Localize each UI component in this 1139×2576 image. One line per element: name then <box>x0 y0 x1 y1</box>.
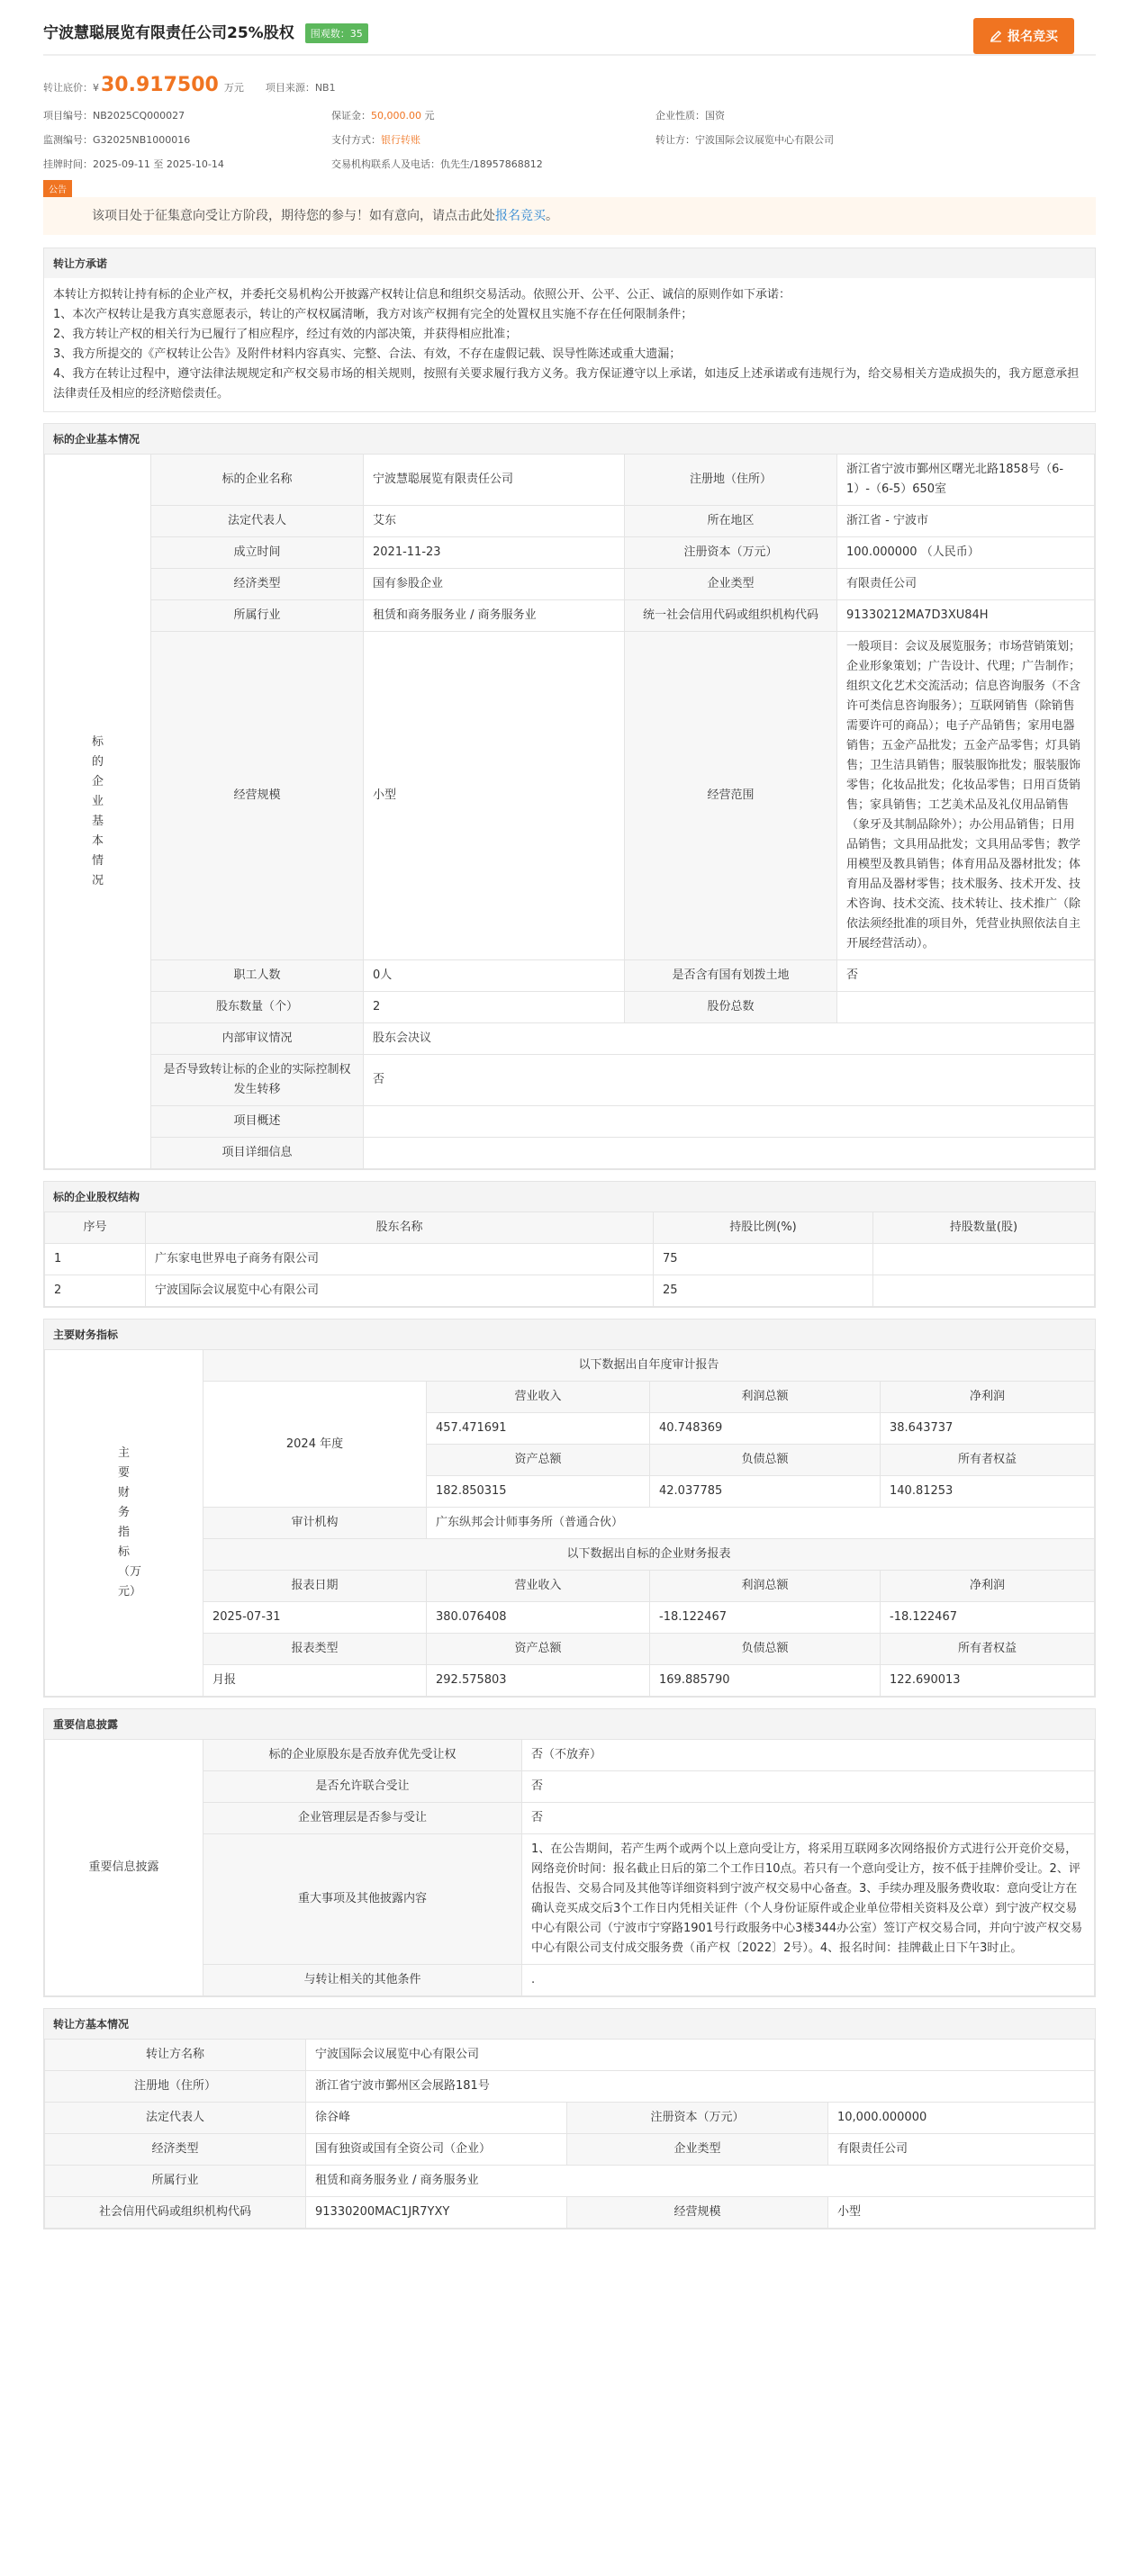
label: 企业类型 <box>567 2134 828 2166</box>
label: 审计机构 <box>203 1508 427 1539</box>
column-header: 持股比例(%) <box>654 1212 873 1244</box>
label: 项目详细信息 <box>151 1138 364 1169</box>
equity-table <box>44 1211 1095 1307</box>
project-source: 项目来源：NB1 <box>265 82 336 94</box>
price-label: 转让底价： <box>43 82 93 94</box>
audit-header: 以下数据出自年度审计报告 <box>203 1350 1095 1382</box>
finance-side-label: 主要财务指标（万元） <box>45 1350 203 1697</box>
row-number: 1 <box>45 1244 146 1275</box>
label: 企业类型 <box>625 569 837 600</box>
label: 所有者权益 <box>881 1634 1095 1665</box>
major-matters: 1、在公告期间，若产生两个或两个以上意向受让方，将采用互联网多次网络报价方式进行公开竞价交易，网络竞价时间：报名截止日后的第二个工作日10点。若只有一个意向受让方，按不低于挂牌价受让。2、评估报告、交易合同及其他等详细资料到宁波产权交易中心备查。3、手续办理及服务费收取：意向受让方在确认竞买成交后3个工作日内凭相关证件（个人身份证原件或企业单位带相关资料及公章）到宁波产权交易中心有限公司（宁波市宁穿路1901号行政服务中心3楼344办公室）签订产权交易合同，并向宁波产权交易中心有限公司支付成交服务费（甬产权〔2022〕2号）。4、报名时间：挂牌截止日下午3时止。 <box>522 1834 1095 1965</box>
deposit-label: 保证金： <box>331 110 371 122</box>
label: 报表类型 <box>203 1634 427 1665</box>
target-control: 否 <box>364 1055 1095 1106</box>
total-assets: 182.850315 <box>427 1476 650 1508</box>
price-row <box>43 56 1096 104</box>
label: 与转让相关的其他条件 <box>203 1965 522 1996</box>
label: 经营规模 <box>151 632 364 960</box>
disclosure-side-label: 重要信息披露 <box>45 1740 203 1996</box>
management-participation: 否 <box>522 1803 1095 1834</box>
target-staff: 0人 <box>364 960 625 992</box>
revenue: 380.076408 <box>427 1602 650 1634</box>
promise-line: 2、我方转让产权的相关行为已履行了相应程序，经过有效的内部决策，并获得相应批准； <box>53 328 518 341</box>
label: 经济类型 <box>151 569 364 600</box>
target-scope: 一般项目：会议及展览服务；市场营销策划；企业形象策划；广告设计、代理；广告制作；组织文化艺术交流活动；信息咨询服务（不含许可类信息咨询服务）；互联网销售（除销售需要许可的商品）；电子产品销售；家用电器销售；五金产品批发；五金产品零售；灯具销售；卫生洁具销售；服装服饰批发；服装服饰零售；化妆品批发；化妆品零售；日用百货销售；家具销售；工艺美术品及礼仪用品销售（象牙及其制品除外）；办公用品销售；日用品销售；文具用品批发；文具用品零售；教学用模型及教具销售；体育用品及器材批发；体育用品及器材零售；技术服务、技术开发、技术咨询、技术交流、技术转让、技术推广（除依法须经批准的项目外，凭营业执照依法自主开展经营活动）。 <box>837 632 1095 960</box>
deposit <box>331 108 655 122</box>
fiscal-year: 2024 年度 <box>203 1382 427 1508</box>
column-header: 序号 <box>45 1212 146 1244</box>
label: 经营规模 <box>567 2197 828 2229</box>
label: 项目概述 <box>151 1106 364 1138</box>
payment-label: 支付方式： <box>331 134 381 146</box>
listing-time: 挂牌时间：2025-09-11 至 2025-10-14 <box>43 158 224 170</box>
label: 成立时间 <box>151 537 364 569</box>
joint-transfer: 否 <box>522 1771 1095 1803</box>
label: 经营范围 <box>625 632 837 960</box>
regulator-number: 监测编号：G32025NB1000016 <box>43 134 191 146</box>
auditor: 广东纵邦会计师事务所（普通合伙） <box>427 1508 1095 1539</box>
section-title: 转让方承诺 <box>44 248 1095 278</box>
total-assets: 292.575803 <box>427 1665 650 1697</box>
revenue: 457.471691 <box>427 1413 650 1445</box>
report-type: 月报 <box>203 1665 427 1697</box>
target-side-label: 标的企业基本情况 <box>45 455 151 1169</box>
label: 注册资本（万元） <box>567 2103 828 2134</box>
transferor-name: 宁波国际会议展览中心有限公司 <box>306 2040 1095 2071</box>
total-profit: -18.122467 <box>650 1602 881 1634</box>
target-section <box>43 423 1096 1170</box>
shareholder-name: 广东家电世界电子商务有限公司 <box>146 1244 654 1275</box>
column-header: 持股数量(股) <box>873 1212 1095 1244</box>
signup-link[interactable]: 报名竞买 <box>495 209 546 223</box>
label: 所有者权益 <box>881 1445 1095 1476</box>
view-count-badge: 围观数：35 <box>305 23 368 43</box>
total-profit: 40.748369 <box>650 1413 881 1445</box>
contact-info: 交易机构联系人及电话：仇先生/18957868812 <box>331 158 543 170</box>
target-name: 宁波慧聪展览有限责任公司 <box>364 455 625 506</box>
label: 净利润 <box>881 1382 1095 1413</box>
pen-icon <box>990 30 1002 42</box>
equity-section <box>43 1181 1096 1308</box>
label: 标的企业原股东是否放弃优先受让权 <box>203 1740 522 1771</box>
notice-end: 。 <box>546 209 558 223</box>
promise-line: 4、我方在转让过程中，遵守法律法规规定和产权交易市场的相关规则，按照有关要求履行我方义务。我方保证遵守以上承诺，如违反上述承诺或有违规行为，给交易相关方造成损失的，我方愿意承担法律责任及相应的经济赔偿责任。 <box>53 367 1080 401</box>
transferor-table <box>44 2039 1095 2229</box>
table-row <box>45 1244 1095 1275</box>
disclosure-table <box>44 1739 1095 1996</box>
target-region: 浙江省 - 宁波市 <box>837 506 1095 537</box>
page-title-text: 宁波慧聪展览有限责任公司25%股权 <box>43 24 294 42</box>
promise-line: 本转让方拟转让持有标的企业产权，并委托交易机构公开披露产权转让信息和组织交易活动。依照公开、公平、公正、诚信的原则作如下承诺： <box>53 288 791 302</box>
label: 负债总额 <box>650 1445 881 1476</box>
transferor-scale: 小型 <box>828 2197 1095 2229</box>
share-ratio: 25 <box>654 1275 873 1307</box>
signup-label: 报名竞买 <box>1008 30 1058 44</box>
label: 法定代表人 <box>45 2103 306 2134</box>
target-established: 2021-11-23 <box>364 537 625 569</box>
target-address: 浙江省宁波市鄞州区曙光北路1858号（6-1）-（6-5）650室 <box>837 455 1095 506</box>
label: 所在地区 <box>625 506 837 537</box>
transferor-rep: 徐谷峰 <box>306 2103 567 2134</box>
share-ratio: 75 <box>654 1244 873 1275</box>
label: 资产总额 <box>427 1634 650 1665</box>
shareholder-name: 宁波国际会议展览中心有限公司 <box>146 1275 654 1307</box>
payment-method <box>331 132 655 147</box>
target-econ-type: 国有参股企业 <box>364 569 625 600</box>
finance-section <box>43 1319 1096 1698</box>
report-date: 2025-07-31 <box>203 1602 427 1634</box>
owners-equity: 122.690013 <box>881 1665 1095 1697</box>
section-title: 标的企业基本情况 <box>44 424 1095 454</box>
payment-value: 银行转账 <box>381 134 420 146</box>
target-capital: 100.000000 （人民币） <box>837 537 1095 569</box>
share-quantity <box>873 1275 1095 1307</box>
transferor-enterprise-type: 有限责任公司 <box>828 2134 1095 2166</box>
signup-button[interactable] <box>973 18 1074 54</box>
transferor-name: 转让方：宁波国际会议展览中心有限公司 <box>655 134 834 146</box>
label: 负债总额 <box>650 1634 881 1665</box>
notice-tag: 公告 <box>43 180 72 197</box>
label: 股东数量（个） <box>151 992 364 1023</box>
notice-bar <box>43 197 1096 235</box>
share-quantity <box>873 1244 1095 1275</box>
table-header <box>45 1212 1095 1244</box>
transferor-industry: 租赁和商务服务业 / 商务服务业 <box>306 2166 1095 2197</box>
project-info <box>43 104 1096 171</box>
target-industry: 租赁和商务服务业 / 商务服务业 <box>364 600 625 632</box>
section-title: 标的企业股权结构 <box>44 1182 1095 1211</box>
label: 企业管理层是否参与受让 <box>203 1803 522 1834</box>
target-rep: 艾东 <box>364 506 625 537</box>
price-currency: ¥ <box>93 82 99 94</box>
preemptive-right: 否（不放弃） <box>522 1740 1095 1771</box>
label: 是否允许联合受让 <box>203 1771 522 1803</box>
label: 职工人数 <box>151 960 364 992</box>
deposit-value: 50,000.00 <box>371 110 421 122</box>
deposit-unit: 元 <box>424 110 435 122</box>
net-profit: -18.122467 <box>881 1602 1095 1634</box>
promise-text <box>44 278 1095 411</box>
label: 法定代表人 <box>151 506 364 537</box>
total-liabilities: 169.885790 <box>650 1665 881 1697</box>
target-enterprise-type: 有限责任公司 <box>837 569 1095 600</box>
target-land: 否 <box>837 960 1095 992</box>
label: 注册地（住所） <box>45 2071 306 2103</box>
project-number: 项目编号：NB2025CQ000027 <box>43 110 185 122</box>
target-overview <box>364 1106 1095 1138</box>
label: 经济类型 <box>45 2134 306 2166</box>
target-audit: 股东会决议 <box>364 1023 1095 1055</box>
owners-equity: 140.81253 <box>881 1476 1095 1508</box>
section-title: 转让方基本情况 <box>44 2009 1095 2039</box>
transferor-credit-code: 91330200MAC1JR7YXY <box>306 2197 567 2229</box>
target-credit-code: 91330212MA7D3XU84H <box>837 600 1095 632</box>
label: 股份总数 <box>625 992 837 1023</box>
finance-table <box>44 1349 1095 1697</box>
label: 标的企业名称 <box>151 455 364 506</box>
label: 利润总额 <box>650 1571 881 1602</box>
net-profit: 38.643737 <box>881 1413 1095 1445</box>
label: 转让方名称 <box>45 2040 306 2071</box>
target-detail <box>364 1138 1095 1169</box>
label: 所属行业 <box>151 600 364 632</box>
section-title: 主要财务指标 <box>44 1320 1095 1349</box>
transferor-econ-type: 国有独资或国有全资公司（企业） <box>306 2134 567 2166</box>
label: 净利润 <box>881 1571 1095 1602</box>
label: 是否导致转让标的企业的实际控制权发生转移 <box>151 1055 364 1106</box>
label: 营业收入 <box>427 1382 650 1413</box>
price-unit: 万元 <box>223 82 244 94</box>
label: 社会信用代码或组织机构代码 <box>45 2197 306 2229</box>
recent-header: 以下数据出自标的企业财务报表 <box>203 1539 1095 1571</box>
section-title: 重要信息披露 <box>44 1709 1095 1739</box>
label: 报表日期 <box>203 1571 427 1602</box>
page-title <box>43 20 368 43</box>
label: 是否含有国有划拨土地 <box>625 960 837 992</box>
target-scale: 小型 <box>364 632 625 960</box>
label: 资产总额 <box>427 1445 650 1476</box>
total-liabilities: 42.037785 <box>650 1476 881 1508</box>
label: 利润总额 <box>650 1382 881 1413</box>
label: 所属行业 <box>45 2166 306 2197</box>
promise-line: 1、本次产权转让是我方真实意愿表示，转让的产权权属清晰，我方对该产权拥有完全的处置权且实施不存在任何限制条件； <box>53 308 693 321</box>
notice-text: 该项目处于征集意向受让方阶段，期待您的参与！如有意向，请点击此处 <box>92 209 495 223</box>
table-row <box>45 1275 1095 1307</box>
promise-line: 3、我方所提交的《产权转让公告》及附件材料内容真实、完整、合法、有效，不存在虚假记载、误导性陈述或重大遗漏； <box>53 347 682 361</box>
label: 注册地（住所） <box>625 455 837 506</box>
enterprise-nature: 企业性质：国资 <box>655 110 725 122</box>
row-number: 2 <box>45 1275 146 1307</box>
label: 内部审议情况 <box>151 1023 364 1055</box>
other-conditions: . <box>522 1965 1095 1996</box>
target-shares <box>837 992 1095 1023</box>
target-table <box>44 454 1095 1169</box>
target-holders: 2 <box>364 992 625 1023</box>
price-value: 30.917500 <box>101 74 219 96</box>
label: 统一社会信用代码或组织机构代码 <box>625 600 837 632</box>
label: 重大事项及其他披露内容 <box>203 1834 522 1965</box>
promise-section <box>43 248 1096 412</box>
disclosure-section <box>43 1708 1096 1997</box>
transferor-capital: 10,000.000000 <box>828 2103 1095 2134</box>
header <box>43 0 1096 56</box>
label: 营业收入 <box>427 1571 650 1602</box>
transferor-section <box>43 2008 1096 2229</box>
label: 注册资本（万元） <box>625 537 837 569</box>
column-header: 股东名称 <box>146 1212 654 1244</box>
transferor-address: 浙江省宁波市鄞州区会展路181号 <box>306 2071 1095 2103</box>
